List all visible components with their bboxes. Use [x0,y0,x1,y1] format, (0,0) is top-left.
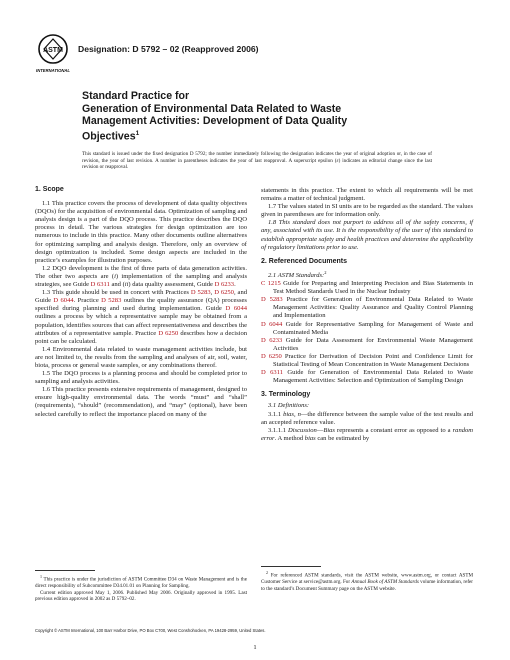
reference-link[interactable]: D 6311 [261,369,283,377]
footnote-2: $^2$ For referenced ASTM standards, visit the ASTM website, www.astm.org, or contact ASTM Customer Service at service@astm.org. For Annual Book of ASTM Standards volume information, refer to the standard’s Document Summary page on the ASTM website. [261,566,473,592]
title-line: Generation of Environmental Data Related to Waste [82,102,342,115]
paragraph-1-3: 1.3 This guide should be used in concert with Practices D 5283, D 6250, and Guide D 6044. Practice D 5283 outlines the quality assurance (QA) processes specified during planning and used during implementation. Guide D 6044 outlines a process by which a representative sample may be obtained from a population, identifies sources that can affect representativeness and describes the attributes of a representative sample. Practice D 6250 describes how a decision point can be calculated. [35,289,247,345]
link-d6250[interactable]: D 6250 [158,329,179,337]
link-d6233[interactable]: D 6233 [214,281,235,289]
left-column [35,186,247,419]
copyright-line: Copyright © ASTM International, 100 Barr Harbor Drive, PO Box C700, West Conshohocken, PA 19428-2959, United States. [35,628,266,633]
paragraph-1-6: 1.6 This practice presents extensive requirements of management, designed to ensure high-quality environmental data. The words “must” and “shall” (requirements), “should” (recommendation), and “may” (optional), have been selected carefully to reflect the importance placed on many of the [35,386,247,418]
reference-link[interactable]: C 1215 [261,280,281,288]
paragraph-1-1: 1.1 This practice covers the process of development of data quality objectives (DQOs) for the acquisition of environmental data. Optimization of sampling and analysis design is a part of the DQO process. This practice describes the DQO process in detail. The various strategies for design optimization are too numerous to include in this practice. Many other documents outline alternatives for optimizing sampling and analysis design. Therefore, only an overview of design optimization is included. Some design aspects are included in the practice’s examples for illustration purposes. [35,200,247,264]
link-d6044[interactable]: D 6044 [53,297,74,305]
link-d6044[interactable]: D 6044 [225,305,247,313]
logo-text: INTERNATIONAL [36,68,70,73]
right-column [261,187,473,443]
reference-item: D 6250 Practice for Derivation of Decision Point and Confidence Limit for Statistical Testing of Mean Concentration in Waste Management Decisions [261,352,474,369]
paragraph-1-2: 1.2 DQO development is the first of three parts of data generation activities. The other two aspects are (i) implementation of the sampling and analysis strategies, see Guide D 6311 and (ii) data quality assessment, Guide D 6233. [35,264,247,289]
paragraph-1-7: 1.7 The values stated in SI units are to be regarded as the standard. The values given in parentheses are for information only. [261,203,473,219]
designation: Designation: D 5792 – 02 (Reapproved 2006) [78,44,259,54]
link-d6250[interactable]: D 6250 [214,289,234,297]
link-d6311[interactable]: D 6311 [90,281,110,289]
section-heading-referenced-documents: 2. Referenced Documents [261,257,347,265]
paragraph-1-5: 1.5 The DQO process is a planning process and should be completed prior to sampling and analysis activities. [35,370,247,386]
reference-link[interactable]: D 6233 [261,336,283,344]
reference-link[interactable]: D 5283 [261,296,283,304]
svg-text:ASTM: ASTM [43,47,63,54]
subsection-definitions: 3.1 Definitions: [268,402,310,410]
link-d5283[interactable]: D 5283 [190,289,211,297]
paragraph-1-8: 1.8 This standard does not purport to address all of the safety concerns, if any, associated with its use. It is the responsibility of the user of this standard to establish appropriate safety and health practices and determine the applicability of regulatory limitations prior to use. [261,219,473,251]
reference-item: D 6311 Guide for Generation of Environmental Data Related to Waste Management Activities: Selection and Optimization of Sampling Design [261,369,473,385]
reference-link[interactable]: D 6044 [261,320,283,328]
issuance-notice: This standard is issued under the fixed designation D 5792; the number immediately following the designation indicates the year of original adoption or, in the case of revision, the year of last revision. A number in parentheses indicates the year of last reapproval. A superscript epsilon (ε) indicates an editorial change since the last revision or reapproval. [82,151,432,171]
paragraph-continuation: statements in this practice. The extent to which all requirements will be met remains a matter of technical judgment. [261,187,473,203]
reference-item: D 6233 Guide for Data Assessment for Environmental Waste Management Activities [261,336,473,352]
document-title [82,90,412,143]
astm-logo-icon [36,34,70,76]
section-heading-scope: 1. Scope [35,186,64,193]
reference-link[interactable]: D 6250 [261,352,282,360]
reference-item: C 1215 Guide for Preparing and Interpreting Precision and Bias Statements in Test Method Standards Used in the Nuclear Industry [261,280,474,296]
footnote-1: $^1$ This practice is under the jurisdiction of ASTM Committee D34 on Waste Management and is the direct responsibility of Subcommittee D34.01.01 on Planning for Sampling. Current edition approved May 1, 2006. Published May 2006. Originally approved in 1995. Last previous edition approved in 2002 as D 5792–02. [35,570,247,602]
reference-item: D 5283 Practice for Generation of Environmental Data Related to Waste Management Activities: Quality Assurance and Quality Control Planning and Implementation [261,296,474,320]
title-line: Standard Practice for [82,90,190,102]
footnote-mark: 1 [135,129,140,137]
title-line: Management Activities: Development of Data Quality [82,115,348,128]
subsection-astm-standards: 2.1 ASTM Standards:$^2$ [268,269,327,280]
reference-item: D 6044 Guide for Representative Sampling for Management of Waste and Contaminated Media [261,320,473,336]
link-d5283[interactable]: D 5283 [101,297,122,305]
discussion-bias: 3.1.1.1 Discussion—Bias represents a constant error as opposed to a random error. A method bias can be estimated by [261,426,473,442]
definition-bias: 3.1.1 bias, n—the difference between the sample value of the test results and an accepted reference value. [261,410,473,426]
page-number: 1 [253,644,257,651]
paragraph-1-4: 1.4 Environmental data related to waste management activities include, but are not limited to, the results from the sampling and analyses of air, soil, water, biota, process or general waste samples, or any combinations thereof. [35,345,247,369]
title-line: Objectives$^1$ [82,129,140,143]
section-heading-terminology: 3. Terminology [261,391,311,399]
